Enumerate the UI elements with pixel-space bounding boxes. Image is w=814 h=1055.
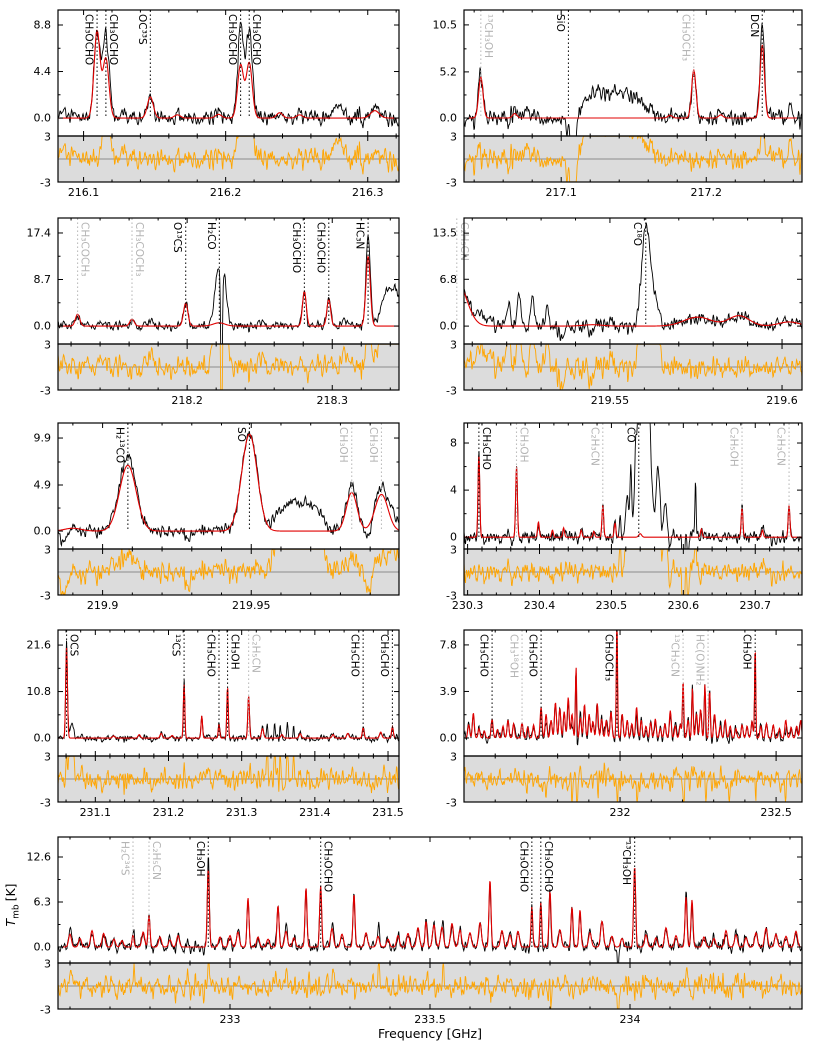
y-tick-label: 0.0 [33,111,51,125]
y-tick-label: 4.4 [33,65,51,79]
x-tick-label: 218.3 [316,394,349,407]
main-panel-frame [58,630,399,756]
residual-tick-label: -3 [40,796,51,810]
spectrum-panel-8 [440,627,803,819]
line-marker-label: CH₃OCHO [82,14,95,66]
line-marker-label: CH₃CHO [377,634,390,677]
line-marker-label: O¹³CS [171,222,184,253]
x-tick-label: 231.5 [372,806,404,819]
line-marker-label: CH₃CHO [477,634,490,677]
line-marker-label: CH₃OH [337,427,350,463]
line-marker-label: CH₃COCH₃ [78,222,91,277]
residual-tick-label: -3 [446,176,457,190]
line-marker-label: H₂C³⁴S [118,841,131,876]
line-marker-label: C₂H₅OH [727,427,740,467]
line-marker-label: CH₃OCHO [250,14,263,66]
y-tick-label: 0.0 [33,524,51,538]
line-marker-label: C₂H₃CN [588,427,601,466]
x-tick-label: 231.3 [225,806,258,819]
y-tick-label: 0.0 [33,731,51,745]
y-tick-label: 0.0 [33,940,51,954]
y-tick-label: 6.8 [439,272,457,286]
x-axis-label: Frequency [GHz] [378,1026,482,1041]
y-tick-label: 8.8 [33,18,51,32]
y-tick-label: 7.8 [439,638,457,652]
x-tick-label: 219.95 [231,599,271,612]
line-marker-label: ¹³CH₃CN [668,634,681,678]
line-marker-label: CO [624,427,637,443]
spectrum-panel-5 [34,423,400,612]
residual-tick-label: -3 [40,1003,51,1017]
line-marker-label: OCS [67,634,80,657]
line-marker-label: H₂¹³CO [113,427,126,464]
y-tick-label: 0.0 [439,319,457,333]
y-tick-label: 0.0 [439,111,457,125]
line-marker-label: CH₃CHO [526,634,539,677]
spectrum-panel-9 [27,837,803,1026]
line-marker-label: ¹³CH₃OH [481,14,494,59]
line-marker-label: C₂H₃CN [774,427,787,466]
residual-tick-label: 3 [44,338,51,352]
line-marker-label: SiO [553,14,566,32]
line-marker-label: H₂CO [204,222,217,250]
line-marker-label: SO [234,427,247,442]
residual-tick-label: -3 [40,176,51,190]
line-marker-label: C₂H₅CN [457,222,470,261]
line-marker-label: HC(O)NH₂ [693,634,706,686]
line-marker-label: CH₃OCHO [517,841,530,893]
line-marker-label: C₂H₅CN [249,634,262,673]
x-tick-label: 218.2 [171,394,203,407]
x-tick-label: 230.5 [595,599,628,612]
y-tick-label: 10.8 [26,685,51,699]
residual-tick-label: -3 [446,589,457,603]
x-tick-label: 216.3 [351,186,384,199]
line-marker-label: ¹³CH₃OH [620,841,633,886]
line-marker-label: CH₃OCHO [289,222,302,274]
main-panel-frame [58,837,802,963]
x-tick-label: 216.2 [209,186,242,199]
residual-tick-label: 3 [450,130,457,144]
line-marker-label: CH₃OCH₃ [602,634,615,682]
line-marker-label: CH₃OH [366,427,379,463]
y-tick-label: 21.6 [26,638,51,652]
x-tick-label: 230.4 [523,599,556,612]
line-marker-label: HC₃N [353,222,366,250]
model-fit [58,648,399,738]
line-marker-label: OC³³S [135,14,148,45]
spectrum-panel-1 [34,10,400,199]
y-tick-label: 8.7 [33,273,51,287]
y-tick-label: 3.9 [439,684,457,698]
line-marker-label: CH₃OCH₃ [679,14,692,62]
y-axis-label: $T_{mb}[K]$ [3,883,22,927]
residual-tick-label: 3 [450,543,457,557]
spectrum-panel-2 [433,10,803,199]
x-tick-label: 219.55 [590,394,630,407]
line-marker-label: C¹⁸O [631,222,644,247]
x-tick-label: 230.7 [739,599,772,612]
residual-tick-label: -3 [40,384,51,398]
y-tick-label: 10.5 [432,18,457,32]
line-marker-label: C₂H₅CN [150,841,162,880]
x-tick-label: 216.1 [67,186,100,199]
y-tick-label: 0.0 [439,731,457,745]
line-marker-label: CH₃OCHO [314,222,327,274]
residual-tick-label: 3 [44,750,51,764]
spectrum-panel-4 [433,218,803,407]
x-tick-label: 217.1 [545,186,577,199]
line-marker-label: ¹³CS [169,634,182,657]
residual-tick-label: -3 [446,796,457,810]
residual-tick-label: 3 [44,130,51,144]
observed-spectrum [58,858,802,974]
line-marker-label: CH₃COCH₃ [133,222,146,277]
residual-tick-label: -3 [40,589,51,603]
y-tick-label: 8 [450,436,457,450]
residual-tick-label: -3 [446,384,457,398]
line-marker-label: CH₃OCHO [226,14,239,66]
line-marker-label: CH₃OCHO [541,841,554,893]
line-marker-label: CH₃¹⁸OH [507,634,520,679]
residual-tick-label: 3 [44,543,51,557]
line-marker-label: CH₃OH [740,634,753,670]
x-tick-label: 219.6 [766,394,798,407]
y-tick-label: 17.4 [26,226,51,240]
x-tick-label: 232 [609,806,631,819]
x-tick-label: 231.1 [79,806,112,819]
x-tick-label: 233 [219,1013,241,1026]
line-marker-label: CH₃OH [228,634,241,670]
y-tick-label: 4.9 [33,478,51,492]
y-tick-label: 0.0 [33,319,51,333]
line-marker-label: CH₃OH [193,841,206,877]
line-marker-label: CH₃OCHO [106,14,119,66]
x-tick-label: 230.6 [667,599,700,612]
y-tick-label: 0 [450,530,457,544]
x-tick-label: 234 [619,1013,641,1026]
line-marker-label: CH₃CHO [204,634,217,677]
line-marker-label: CH₃CHO [479,427,492,470]
x-tick-label: 233.5 [414,1013,446,1026]
y-tick-label: 13.5 [432,226,457,240]
x-tick-label: 231.2 [152,806,185,819]
x-tick-label: 232.5 [760,806,792,819]
x-tick-label: 231.4 [299,806,331,819]
y-tick-label: 4 [450,483,457,497]
x-tick-label: 219.9 [86,599,119,612]
residual-tick-label: 3 [450,338,457,352]
y-tick-label: 6.3 [33,895,51,909]
line-marker-label: CH₃CHO [348,634,361,677]
y-tick-label: 12.6 [26,850,51,864]
line-marker-label: DCN [747,14,760,38]
residual-tick-label: 3 [44,957,51,971]
x-tick-label: 230.3 [451,599,484,612]
line-marker-label: CH₃OH [517,427,530,463]
residual-tick-label: 3 [450,750,457,764]
x-tick-label: 217.2 [690,186,723,199]
spectrum-panel-7 [27,630,404,819]
spectrum-panel-6 [446,216,802,612]
y-tick-label: 9.9 [33,431,51,445]
model-fit [464,456,802,537]
spectrum-panel-3 [27,218,400,411]
y-tick-label: 5.2 [439,65,457,79]
line-marker-label: CH₃OCHO [321,841,334,893]
